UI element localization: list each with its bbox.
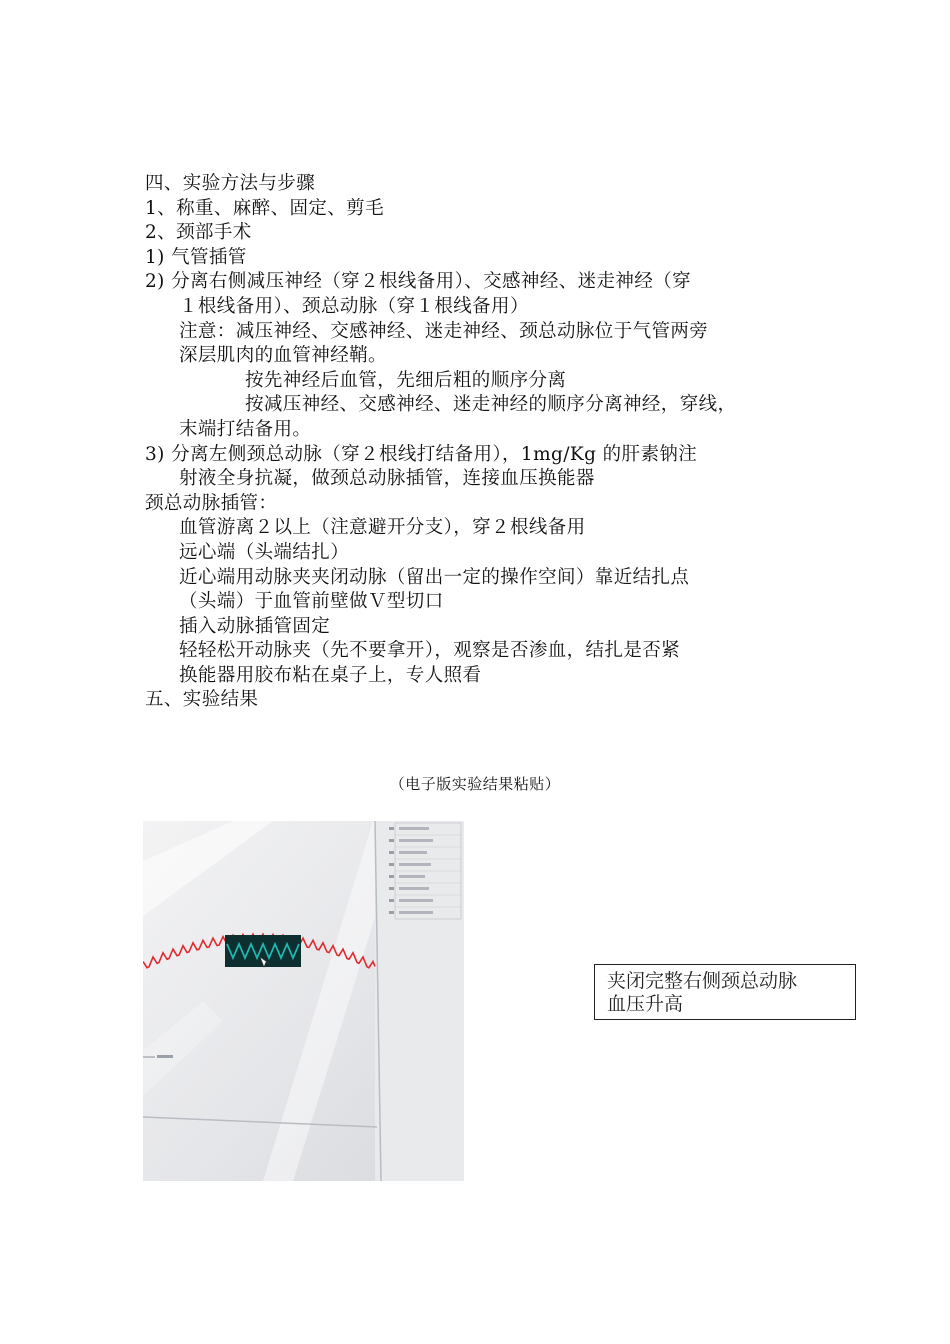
note-line: 注意：减压神经、交感神经、迷走神经、颈总动脉位于气管两旁 [179, 320, 709, 342]
cannula-step: 轻轻松开动脉夹（先不要拿开），观察是否渗血，结扎是否紧 [179, 640, 681, 662]
note-box-line: 血压升高 [607, 993, 684, 1015]
result-photo-graphic [143, 821, 464, 1181]
substep-line: 3) 分离左侧颈总动脉（穿２根线打结备用），1mg/Kg 的肝素钠注 [145, 443, 698, 465]
note-box-line: 夹闭完整右侧颈总动脉 [607, 970, 798, 992]
substep-line: 1) 气管插管 [145, 246, 247, 268]
result-caption: （电子版实验结果粘贴） [389, 775, 561, 793]
section-heading: 四、实验方法与步骤 [145, 173, 316, 194]
note-line: 末端打结备用。 [179, 418, 312, 440]
cannula-step: 血管游离２以上（注意避开分支），穿２根线备用 [179, 517, 586, 539]
note-line: 按先神经后血管，先细后粗的顺序分离 [245, 369, 567, 391]
cannula-step: 远心端（头端结扎） [179, 541, 350, 563]
result-note-box [594, 964, 856, 1020]
step-line: 2、颈部手术 [145, 222, 252, 244]
cannula-step: 换能器用胶布粘在桌子上，专人照看 [179, 664, 482, 686]
cannula-step: （头端）于血管前壁做Ｖ型切口 [179, 591, 444, 613]
note-line: 按减压神经、交感神经、迷走神经的顺序分离神经，穿线， [245, 394, 737, 416]
section-heading: 五、实验结果 [145, 689, 259, 711]
note-line: 深层肌肉的血管神经鞘。 [179, 345, 387, 367]
step-line: 1、称重、麻醉、固定、剪毛 [145, 197, 384, 219]
substep-line: １根线备用）、颈总动脉（穿１根线备用） [179, 295, 529, 317]
substep-line: 射液全身抗凝，做颈总动脉插管，连接血压换能器 [179, 468, 595, 490]
result-photo [143, 821, 464, 1181]
cannula-step: 近心端用动脉夹夹闭动脉（留出一定的操作空间）靠近结扎点 [179, 566, 690, 588]
methods-text [145, 172, 825, 713]
substep-line: 2) 分离右侧减压神经（穿２根线备用）、交感神经、迷走神经（穿 [145, 271, 692, 293]
subsection-heading: 颈总动脉插管： [145, 492, 278, 514]
cannula-step: 插入动脉插管固定 [179, 615, 331, 637]
